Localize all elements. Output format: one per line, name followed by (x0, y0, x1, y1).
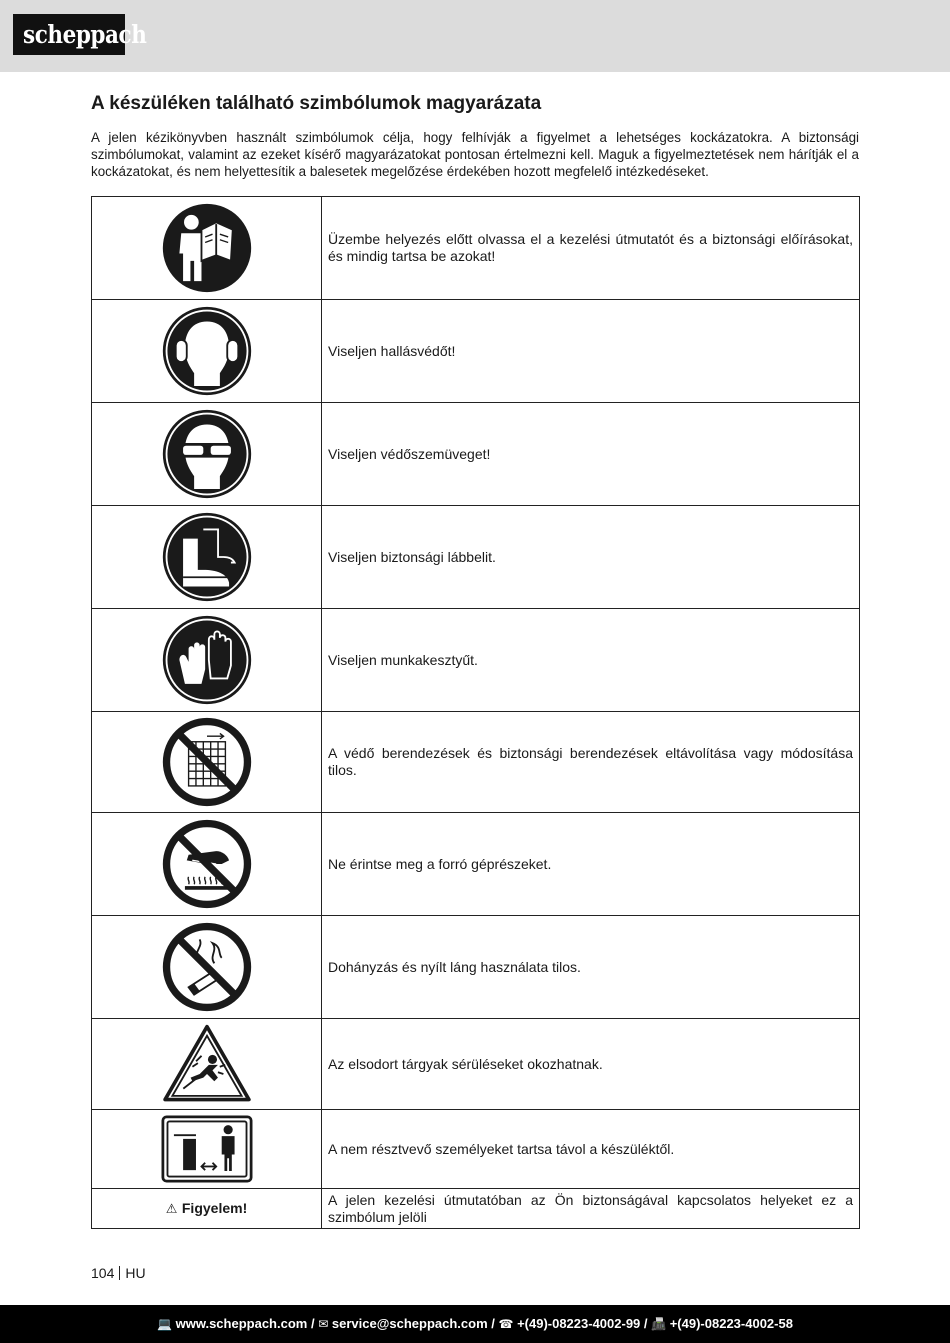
safety-goggles-icon (161, 408, 253, 500)
table-row (92, 1189, 860, 1229)
table-row (92, 712, 860, 813)
symbol-description: Viseljen hallásvédőt! (322, 300, 860, 403)
no-touch-hot-icon (161, 818, 253, 910)
table-row (92, 403, 860, 506)
safety-boots-icon (161, 511, 253, 603)
footer-phone: +(49)-08223-4002-99 / (517, 1316, 648, 1331)
table-row (92, 1019, 860, 1110)
no-guard-removal-icon (161, 716, 253, 808)
symbol-description: A védő berendezések és biztonsági berendezések eltávolítása vagy módosítása tilos. (322, 712, 860, 813)
symbol-description: Üzembe helyezés előtt olvassa el a kezelési útmutatót és a biztonsági előírásokat, és mindig tartsa be azokat! (322, 197, 860, 300)
warning-triangle-icon: ⚠ (165, 1201, 178, 1217)
read-manual-icon (161, 202, 253, 294)
footer-fax: +(49)-08223-4002-58 (669, 1316, 793, 1331)
page-number: 104 HU (91, 1265, 146, 1281)
symbol-description: Az elsodort tárgyak sérüléseket okozhatnak. (322, 1019, 860, 1110)
table-row (92, 197, 860, 300)
table-row (92, 300, 860, 403)
scheppach-logo: scheppach (13, 14, 125, 55)
table-row (92, 813, 860, 916)
email-icon: ✉ (318, 1317, 329, 1331)
footer-website[interactable]: www.scheppach.com / (175, 1316, 315, 1331)
flying-objects-warning-icon (161, 1023, 253, 1105)
gloves-icon (161, 614, 253, 706)
table-row (92, 916, 860, 1019)
computer-icon: 💻 (157, 1317, 172, 1331)
symbols-table (91, 196, 860, 1229)
no-smoking-icon (161, 921, 253, 1013)
symbol-description: Dohányzás és nyílt láng használata tilos. (322, 916, 860, 1019)
keep-distance-icon (161, 1115, 253, 1183)
table-row (92, 1110, 860, 1189)
footer (0, 1305, 950, 1343)
symbol-description: A jelen kezelési útmutatóban az Ön biztonságával kapcsolatos helyeket ez a szimbólum jelöli (322, 1189, 860, 1229)
warning-label: Figyelem! (181, 1199, 248, 1216)
intro-paragraph: A jelen kézikönyvben használt szimbólumok célja, hogy felhívják a figyelmet a lehetséges kockázatokra. A biztonsági szimbólumokat, valamint az ezeket kísérő magyarázatokat pontosan értelmezni kell. Maguk a figyelmeztetések nem hárítják el a kockázatokat, és nem helyettesítik a balesetek megelőzése érdekében hozott megfelelő intézkedéseket. (91, 130, 859, 179)
table-row (92, 506, 860, 609)
fax-icon: 📠 (651, 1317, 667, 1331)
symbol-description: Viseljen biztonsági lábbelit. (322, 506, 860, 609)
page-title: A készüléken található szimbólumok magyarázata (91, 93, 542, 114)
footer-email[interactable]: service@scheppach.com / (331, 1316, 495, 1331)
top-bar (0, 0, 950, 72)
hearing-protection-icon (161, 305, 253, 397)
symbol-description: A nem résztvevő személyeket tartsa távol a készüléktől. (322, 1110, 860, 1189)
symbol-description: Viseljen munkakesztyűt. (322, 609, 860, 712)
symbol-description: Ne érintse meg a forró géprészeket. (322, 813, 860, 916)
symbol-description: Viseljen védőszemüveget! (322, 403, 860, 506)
phone-icon: ☎ (498, 1317, 514, 1331)
table-row (92, 609, 860, 712)
